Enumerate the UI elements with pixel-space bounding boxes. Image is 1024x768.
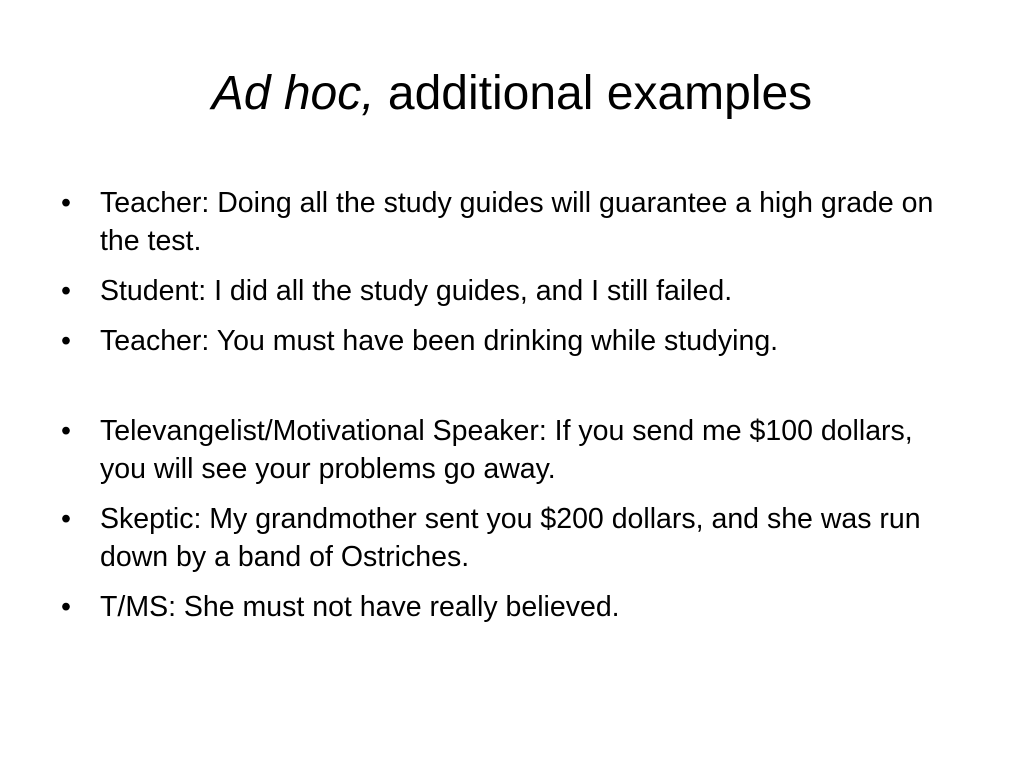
bullet-item bbox=[61, 184, 961, 260]
bullet-item bbox=[61, 412, 961, 488]
bullet-dot: • bbox=[61, 187, 71, 219]
bullet-dot: • bbox=[61, 275, 71, 307]
slide-title-rest: additional examples bbox=[374, 67, 813, 120]
slide-title bbox=[0, 62, 1024, 126]
bullet-item bbox=[61, 322, 961, 360]
bullet-dot: • bbox=[61, 415, 71, 447]
bullet-item bbox=[61, 500, 961, 576]
bullet-text: Televangelist/Motivational Speaker: If you send me $100 dollars, you will see your problems go away. bbox=[100, 415, 913, 485]
bullet-text: Teacher: You must have been drinking while studying. bbox=[100, 325, 779, 357]
bullet-dot: • bbox=[61, 591, 71, 623]
bullet-dot: • bbox=[61, 325, 71, 357]
bullet-text: Skeptic: My grandmother sent you $200 dollars, and she was run down by a band of Ostriches. bbox=[100, 503, 921, 573]
bullet-dot: • bbox=[61, 503, 71, 535]
slide-title-italic: Ad hoc, bbox=[211, 67, 375, 120]
bullet-item bbox=[61, 272, 961, 310]
bullet-text: Student: I did all the study guides, and I still failed. bbox=[100, 275, 733, 307]
bullet-list bbox=[61, 184, 961, 638]
bullet-item bbox=[61, 588, 961, 626]
bullet-text: Teacher: Doing all the study guides will guarantee a high grade on the test. bbox=[100, 187, 934, 257]
bullet-text: T/MS: She must not have really believed. bbox=[100, 591, 620, 623]
